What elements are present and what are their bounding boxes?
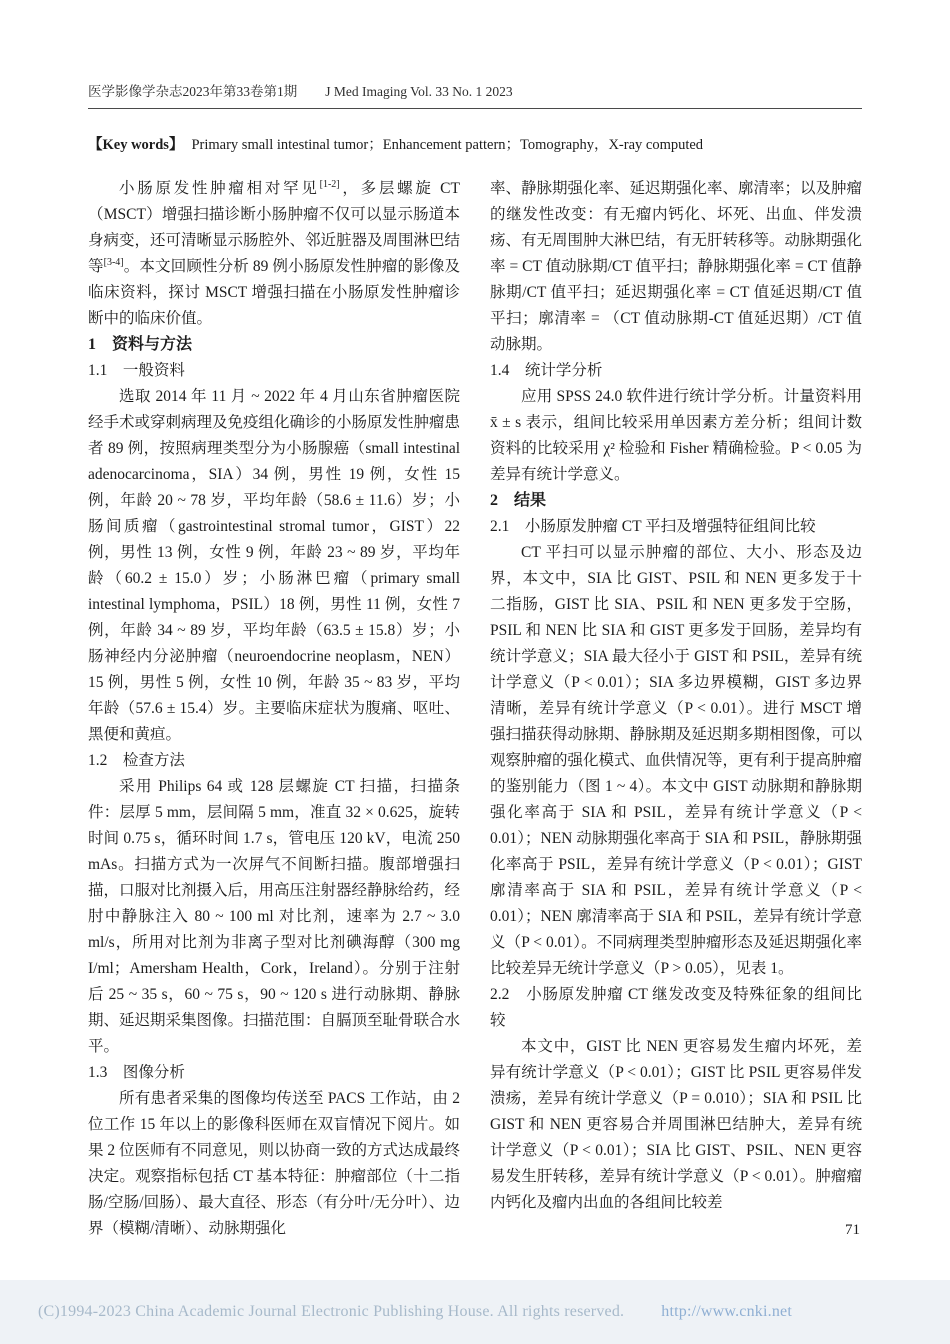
journal-title-en: J Med Imaging Vol. 33 No. 1 2023 bbox=[325, 84, 513, 99]
paragraph-scan-method: 采用 Philips 64 或 128 层螺旋 CT 扫描，扫描条件：层厚 5 mm，层间隔 5 mm，准直 32 × 0.625，旋转时间 0.75 s，循环时间 1.7 s，管电压 120 kV，电流 250 mAs。扫描方式为一次屏气不间断扫描。腹部增强扫描，口服对比剂摄入后，用高压注射器经静脉给药，经肘中静脉注入 80 ~ 100 ml 对比剂，速率为 2.7 ~ 3.0 ml/s，所用对比剂为非离子型对比剂碘海醇（300 mg I/ml；Amersham Health，Cork，Ireland）。分别于注射后 25 ~ 35 s，60 ~ 75 s，90 ~ 120 s 进行动脉期、静脉期、延迟期采集图像。扫描范围：自膈顶至耻骨联合水平。 bbox=[88, 778, 461, 1055]
subsection-heading-secondary-changes: 2.2 小肠原发肿瘤 CT 继发改变及特殊征象的组间比较 bbox=[490, 986, 862, 1029]
intro-text-2: ，多层螺旋 CT（MSCT）增强扫描诊断小肠肿瘤不仅可以显示肠道本身病变，还可清晰显示肠腔外、邻近脏器及周围淋巴结等 bbox=[88, 180, 461, 275]
subsection-heading-scan-method: 1.2 检查方法 bbox=[88, 752, 185, 769]
paragraph-secondary-changes: 本文中，GIST 比 NEN 更容易发生瘤内坏死，差异有统计学意义（P < 0.01）；GIST 比 PSIL 更容易伴发溃疡，差异有统计学意义（P = 0.010）；SIA 和 PSIL 比 GIST 和 NEN 更容易合并周围淋巴结肿大，差异有统计学意义（P < 0.01）；SIA 比 GIST、PSIL、NEN 更容易发生肝转移，差异有统计学意义（P < 0.01）。肿瘤瘤内钙化及瘤内出血的各组间比较差 bbox=[490, 1038, 862, 1211]
section-heading-methods: 1 资料与方法 bbox=[88, 336, 193, 353]
page-number: 71 bbox=[845, 1222, 860, 1238]
paragraph-ct-features: CT 平扫可以显示肿瘤的部位、大小、形态及边界，本文中，SIA 比 GIST、PSIL 和 NEN 更多发于十二指肠，GIST 比 SIA、PSIL 和 NEN 更多发于空肠，PSIL 和 NEN 比 SIA 和 GIST 更多发于回肠，差异均有统计学意义；SIA 最大径小于 GIST 和 PSIL，差异有统计学意义（P < 0.01）；SIA 多边界模糊，GIST 多边界清晰，差异有统计学意义（P < 0.01）。进行 MSCT 增强扫描获得动脉期、静脉期及延迟期多期相图像，可以观察肿瘤的强化模式、血供情况等，更有利于提高肿瘤的鉴别能力（图 1 ~ 4）。本文中 GIST 动脉期和静脉期强化率高于 SIA 和 PSIL，差异有统计学意义（P < 0.01）；NEN 动脉期强化率高于 SIA 和 PSIL，静脉期强化率高于 PSIL，差异有统计学意义（P < 0.01）；GIST 廓清率高于 SIA 和 PSIL，差异有统计学意义（P < 0.01）；NEN 廓清率高于 SIA 和 PSIL，差异有统计学意义（P < 0.01）。不同病理类型肿瘤形态及延迟期强化率比较差异无统计学意义（P > 0.05），见表 1。 bbox=[490, 544, 863, 977]
page-content bbox=[88, 80, 862, 1242]
footer-url[interactable]: http://www.cnki.net bbox=[661, 1303, 792, 1320]
subsection-heading-statistics: 1.4 统计学分析 bbox=[490, 362, 603, 379]
subsection-heading-general-data: 1.1 一般资料 bbox=[88, 362, 185, 379]
journal-title-cn: 医学影像学杂志2023年第33卷第1期 bbox=[88, 84, 298, 99]
intro-text-3: 。本文回顾性分析 89 例小肠原发性肿瘤的影像及临床资料，探讨 MSCT 增强扫描在小肠原发性肿瘤诊断中的临床价值。 bbox=[88, 258, 460, 327]
running-header bbox=[88, 80, 862, 109]
subsection-heading-ct-features: 2.1 小肠原发肿瘤 CT 平扫及增强特征组间比较 bbox=[490, 518, 816, 535]
paragraph-statistics: 应用 SPSS 24.0 软件进行统计学分析。计量资料用 x̄ ± s 表示，组间比较采用单因素方差分析；组间计数资料的比较采用 χ² 检验和 Fisher 精确检验。P < 0.05 为差异有统计学意义。 bbox=[490, 388, 862, 483]
right-column bbox=[490, 176, 862, 1242]
two-column-body bbox=[88, 176, 862, 1242]
keywords-line bbox=[88, 133, 862, 154]
intro-text-1: 小肠原发性肿瘤相对罕见 bbox=[119, 180, 320, 197]
intro-paragraph bbox=[88, 176, 460, 332]
paragraph-general-data: 选取 2014 年 11 月 ~ 2022 年 4 月山东省肿瘤医院经手术或穿刺病理及免疫组化确诊的小肠原发性肿瘤患者 89 例，按照病理类型分为小肠腺癌（small intestinal adenocarcinoma，SIA）34 例，男性 19 例，女性 15 例，年龄 20 ~ 78 岁，平均年龄（58.6 ± 11.6）岁；小肠间质瘤（gastrointestinal stromal tumor，GIST）22 例，男性 13 例，女性 9 例，年龄 23 ~ 89 岁，平均年龄（60.2 ± 15.0）岁；小肠淋巴瘤（primary small intestinal lymphoma，PSIL）18 例，男性 11 例，女性 7 例，年龄 34 ~ 89 岁，平均年龄（63.5 ± 15.8）岁；小肠神经内分泌肿瘤（neuroendocrine neoplasm，NEN）15 例，男性 5 例，女性 10 例，年龄 35 ~ 83 岁，平均年龄（57.6 ± 15.4）岁。主要临床症状为腹痛、呕吐、黑便和黄疸。 bbox=[88, 388, 461, 743]
footer-copyright: (C)1994-2023 China Academic Journal Electronic Publishing House. All rights reserved. bbox=[38, 1303, 625, 1320]
left-column bbox=[88, 176, 460, 1242]
footer-watermark bbox=[0, 1280, 950, 1344]
keywords-label: 【Key words】 bbox=[88, 137, 184, 153]
keywords-text: Primary small intestinal tumor；Enhancement pattern；Tomography，X-ray computed bbox=[191, 137, 704, 153]
section-heading-results: 2 结果 bbox=[490, 492, 547, 509]
subsection-heading-image-analysis: 1.3 图像分析 bbox=[88, 1064, 185, 1081]
citation-ref-1: [1-2] bbox=[319, 178, 340, 190]
paragraph-image-analysis: 所有患者采集的图像均传送至 PACS 工作站，由 2 位工作 15 年以上的影像科医师在双盲情况下阅片。如果 2 位医师有不同意见，则以协商一致的方式达成最终决定。观察指标包括 CT 基本特征：肿瘤部位（十二指肠/空肠/回肠）、最大直径、形态（有分叶/无分叶）、边界（模糊/清晰）、动脉期强化 bbox=[88, 1090, 461, 1237]
paragraph-continuation: 率、静脉期强化率、延迟期强化率、廓清率；以及肿瘤的继发性改变：有无瘤内钙化、坏死、出血、伴发溃疡、有无周围肿大淋巴结，有无肝转移等。动脉期强化率 = CT 值动脉期/CT 值平扫；静脉期强化率 = CT 值静脉期/CT 值平扫；延迟期强化率 = CT 值延迟期/CT 值平扫；廓清率 = （CT 值动脉期-CT 值延迟期）/CT 值动脉期。 bbox=[490, 180, 863, 353]
citation-ref-2: [3-4] bbox=[103, 256, 124, 268]
